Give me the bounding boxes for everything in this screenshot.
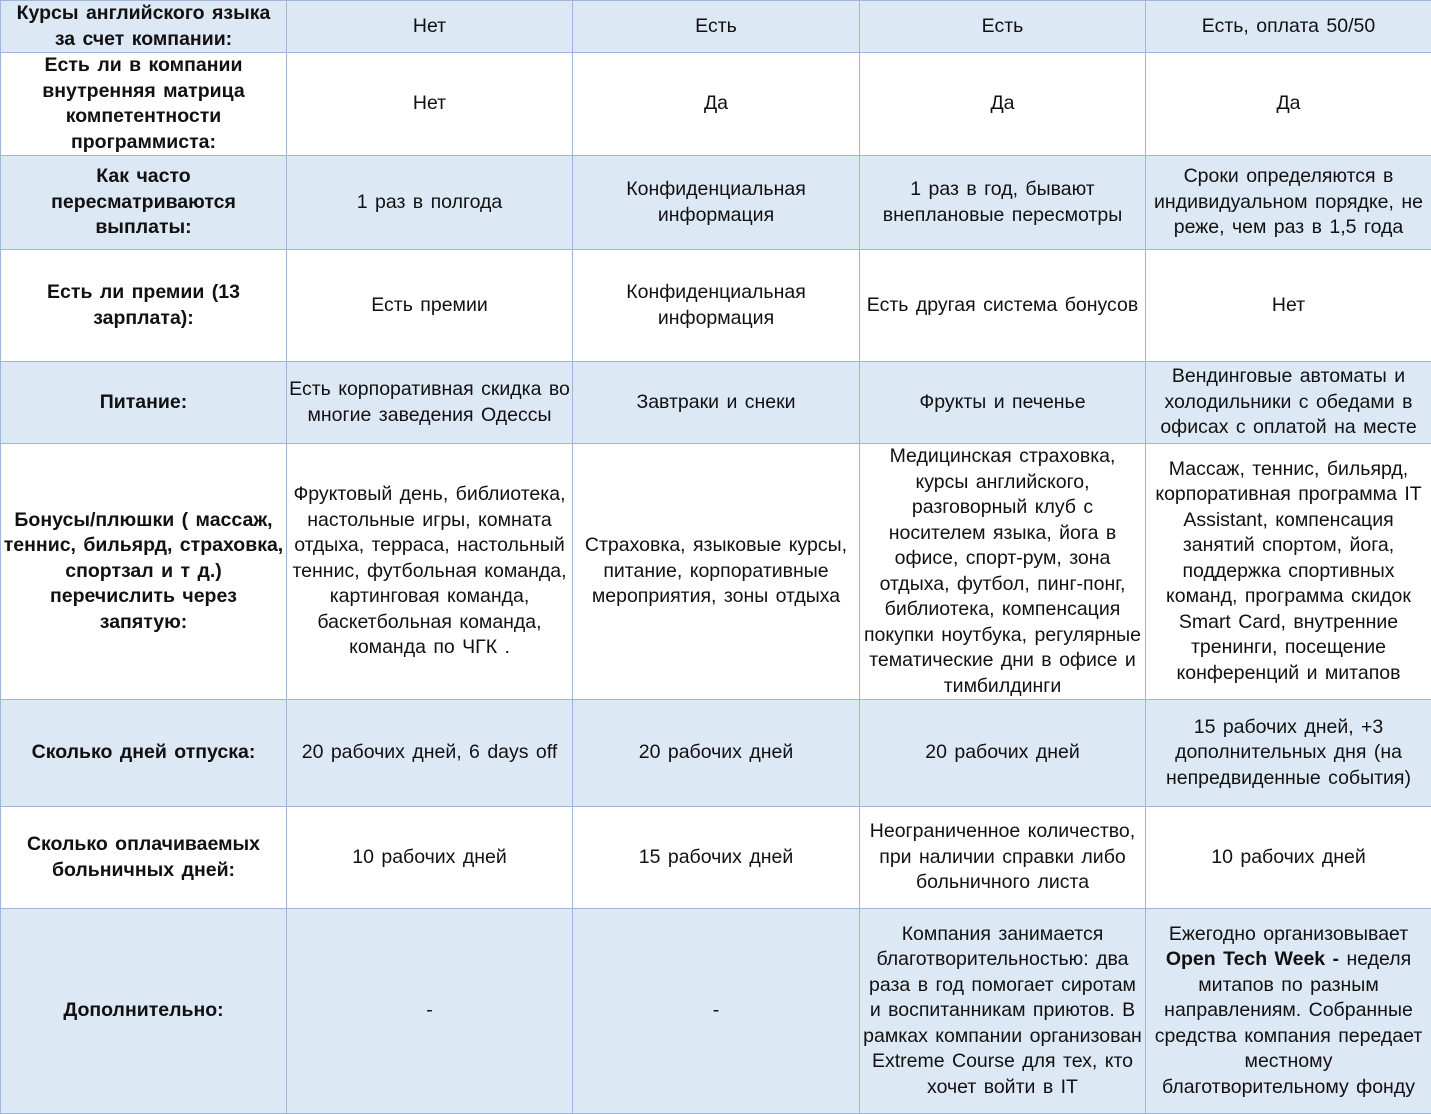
- table-cell: Нет: [1146, 250, 1431, 362]
- table-cell: Есть премии: [287, 250, 573, 362]
- last-cell-before: Ежегодно организовывает: [1169, 923, 1408, 945]
- row-label: Сколько дней отпуска:: [1, 700, 287, 807]
- table-cell: -: [573, 909, 860, 1114]
- table-cell: 1 раз в год, бывают внеплановые пересмотры: [860, 156, 1146, 250]
- table-cell: 20 рабочих дней: [860, 700, 1146, 807]
- table-cell: Неограниченное количество, при наличии справки либо больничного листа: [860, 807, 1146, 909]
- table-cell: [1146, 909, 1431, 1114]
- table-cell: Есть, оплата 50/50: [1146, 1, 1431, 53]
- table-cell: 10 рабочих дней: [1146, 807, 1431, 909]
- last-cell-after: неделя митапов по разным направлениям. Собранные средства компания передает местному благотворительному фонду: [1155, 948, 1423, 1098]
- row-label: Как часто пересматриваются выплаты:: [1, 156, 287, 250]
- table-cell: Конфиденциальная информация: [573, 250, 860, 362]
- table-cell: 20 рабочих дней, 6 days off: [287, 700, 573, 807]
- table-cell: Нет: [287, 53, 573, 156]
- table-cell: Страховка, языковые курсы, питание, корпоративные мероприятия, зоны отдыха: [573, 444, 860, 700]
- table-cell: Есть корпоративная скидка во многие заведения Одессы: [287, 362, 573, 444]
- table-cell: Завтраки и снеки: [573, 362, 860, 444]
- table-cell: 15 рабочих дней, +3 дополнительных дня (на непредвиденные события): [1146, 700, 1431, 807]
- table-row-perks: [1, 444, 1431, 700]
- table-cell: Массаж, теннис, бильярд, корпоративная программа IT Assistant, компенсация занятий спортом, йога, поддержка спортивных команд, программа скидок Smart Card, внутренние тренинги, посещение конференций и митапов: [1146, 444, 1431, 700]
- table-cell: Есть другая система бонусов: [860, 250, 1146, 362]
- table-cell: Нет: [287, 1, 573, 53]
- row-label: Сколько оплачиваемых больничных дней:: [1, 807, 287, 909]
- table-row-sick-days: [1, 807, 1431, 909]
- table-cell: Фруктовый день, библиотека, настольные игры, комната отдыха, терраса, настольный теннис, футбольная команда, картинговая команда, баскетбольная команда, команда по ЧГК .: [287, 444, 573, 700]
- table-cell: 1 раз в полгода: [287, 156, 573, 250]
- table-cell: 15 рабочих дней: [573, 807, 860, 909]
- table-cell: Медицинская страховка, курсы английского, разговорный клуб с носителем языка, йога в офисе, спорт-рум, зона отдыха, футбол, пинг-понг, библиотека, компенсация покупки ноутбука, регулярные тематические дни в офисе и тимбилдинги: [860, 444, 1146, 700]
- table-row-english-courses: [1, 1, 1431, 53]
- table-cell: Вендинговые автоматы и холодильники с обедами в офисах с оплатой на месте: [1146, 362, 1431, 444]
- row-label: Есть ли в компании внутренняя матрица компетентности программиста:: [1, 53, 287, 156]
- table-row-competence-matrix: [1, 53, 1431, 156]
- row-label: Дополнительно:: [1, 909, 287, 1114]
- table-cell: Да: [860, 53, 1146, 156]
- table-cell: Фрукты и печенье: [860, 362, 1146, 444]
- table-row-food: [1, 362, 1431, 444]
- row-label: Бонусы/плюшки ( массаж, теннис, бильярд, страховка, спортзал и т д.) перечислить через запятую:: [1, 444, 287, 700]
- row-label: Курсы английского языка за счет компании:: [1, 1, 287, 53]
- table-cell: Есть: [573, 1, 860, 53]
- table-cell: Сроки определяются в индивидуальном порядке, не реже, чем раз в 1,5 года: [1146, 156, 1431, 250]
- row-label: Питание:: [1, 362, 287, 444]
- table-row-salary-review: [1, 156, 1431, 250]
- table-cell: Конфиденциальная информация: [573, 156, 860, 250]
- table-row-bonuses: [1, 250, 1431, 362]
- row-label: Есть ли премии (13 зарплата):: [1, 250, 287, 362]
- table-row-additional: [1, 909, 1431, 1114]
- event-name: Open Tech Week -: [1166, 948, 1339, 970]
- table-row-vacation: [1, 700, 1431, 807]
- table-cell: Да: [573, 53, 860, 156]
- table-cell: -: [287, 909, 573, 1114]
- table-cell: 10 рабочих дней: [287, 807, 573, 909]
- table-cell: 20 рабочих дней: [573, 700, 860, 807]
- table-cell: Компания занимается благотворительностью: два раза в год помогает сиротам и воспитанникам приютов. В рамках компании организован Extreme Course для тех, кто хочет войти в IT: [860, 909, 1146, 1114]
- table-cell: Есть: [860, 1, 1146, 53]
- table-cell: Да: [1146, 53, 1431, 156]
